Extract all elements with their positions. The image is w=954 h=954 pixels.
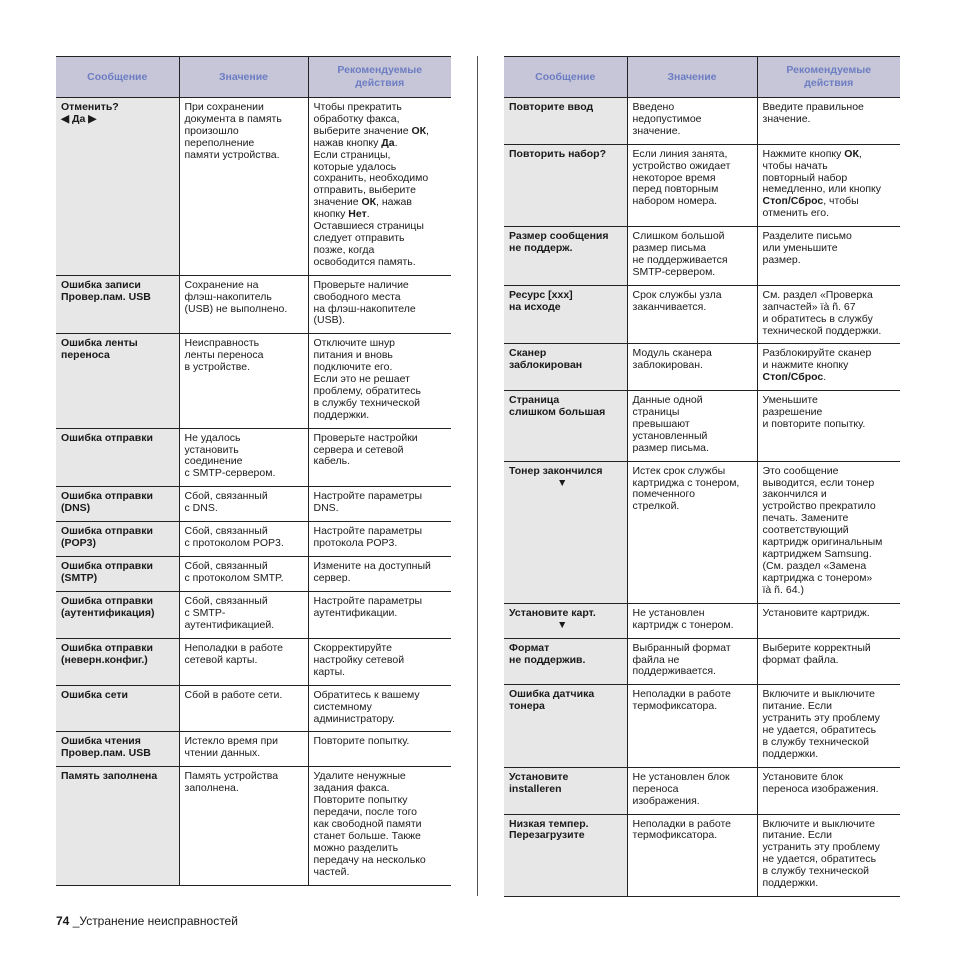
column-divider [477, 56, 478, 896]
header-message: Сообщение [504, 57, 627, 98]
table-row [504, 344, 900, 391]
table-row [56, 685, 451, 732]
action-cell: Измените на доступный сервер. [308, 557, 451, 592]
message-cell: Ошибка отправки (DNS) [56, 487, 179, 522]
value-cell: Неполадки в работе термофиксатора. [627, 685, 757, 767]
action-cell: Введите правильное значение. [757, 98, 900, 145]
value-cell: Если линия занята, устройство ожидает некоторое время перед повторным набором номера. [627, 144, 757, 226]
table-row [56, 487, 451, 522]
value-cell: При сохранении документа в память произошло переполнение памяти устройства. [179, 98, 308, 276]
value-cell: Сбой, связанный с SMTP- аутентификацией. [179, 592, 308, 639]
message-cell: Ресурс [xxx] на исходе [504, 285, 627, 344]
message-cell: Ошибка записи Провер.пам. USB [56, 275, 179, 334]
table-row [56, 557, 451, 592]
message-cell: Низкая темпер. Перезагрузите [504, 814, 627, 896]
message-cell: Ошибка сети [56, 685, 179, 732]
table-row [504, 603, 900, 638]
header-value: Значение [627, 57, 757, 98]
action-cell: См. раздел «Проверка запчастей» ïà ñ. 67 и обратитесь в службу технической поддержки. [757, 285, 900, 344]
table-row [504, 227, 900, 286]
action-cell: Настройте параметры протокола POP3. [308, 522, 451, 557]
value-cell: Память устройства заполнена. [179, 767, 308, 885]
action-cell: Установите картридж. [757, 603, 900, 638]
action-cell: Включите и выключите питание. Если устранить эту проблему не удается, обратитесь в службу технической поддержки. [757, 814, 900, 896]
message-cell: Ошибка датчика тонера [504, 685, 627, 767]
message-cell: Ошибка отправки (POP3) [56, 522, 179, 557]
value-cell: Неполадки в работе термофиксатора. [627, 814, 757, 896]
table-row [504, 144, 900, 226]
action-cell: Чтобы прекратить обработку факса, выберите значение ОК, нажав кнопку Да. Если страницы, которые удалось сохранить, необходимо отправить, выберите значение ОК, нажав кнопку Нет. Оставшиеся страницы следует отправить позже, когда освободится память. [308, 98, 451, 276]
action-cell: Выберите корректный формат файла. [757, 638, 900, 685]
header-value: Значение [179, 57, 308, 98]
action-cell: Установите блок переноса изображения. [757, 767, 900, 814]
header-message: Сообщение [56, 57, 179, 98]
action-cell: Разблокируйте сканер и нажмите кнопку Стоп/Сброс. [757, 344, 900, 391]
action-cell: Настройте параметры DNS. [308, 487, 451, 522]
message-cell: Тонер закончился ▼ [504, 461, 627, 603]
value-cell: Данные одной страницы превышают установленный размер письма. [627, 391, 757, 462]
message-cell: Установите карт. ▼ [504, 603, 627, 638]
action-cell: Удалите ненужные задания факса. Повторите попытку передачи, после того как свободной памяти станет больше. Также можно разделить передачу на несколько частей. [308, 767, 451, 885]
action-cell: Скорректируйте настройку сетевой карты. [308, 639, 451, 686]
table-row [56, 334, 451, 428]
right-error-table [504, 56, 900, 897]
table-header-row [56, 57, 451, 98]
action-cell: Нажмите кнопку ОК, чтобы начать повторный набор немедленно, или кнопку Стоп/Сброс, чтобы отменить его. [757, 144, 900, 226]
action-cell: Настройте параметры аутентификации. [308, 592, 451, 639]
value-cell: Неисправность ленты переноса в устройстве. [179, 334, 308, 428]
value-cell: Сбой, связанный с протоколом SMTP. [179, 557, 308, 592]
table-row [504, 685, 900, 767]
action-cell: Обратитесь к вашему системному администратору. [308, 685, 451, 732]
section-title: _Устранение неисправностей [69, 914, 238, 928]
value-cell: Не удалось установить соединение с SMTP-сервером. [179, 428, 308, 487]
message-cell: Отменить? ◀ Да ▶ [56, 98, 179, 276]
value-cell: Неполадки в работе сетевой карты. [179, 639, 308, 686]
table-row [56, 592, 451, 639]
header-actions: Рекомендуемые действия [757, 57, 900, 98]
message-cell: Страница слишком большая [504, 391, 627, 462]
message-cell: Размер сообщения не поддерж. [504, 227, 627, 286]
action-cell: Отключите шнур питания и вновь подключите его. Если это не решает проблему, обратитесь в службу технической поддержки. [308, 334, 451, 428]
action-cell: Уменьшите разрешение и повторите попытку. [757, 391, 900, 462]
value-cell: Введено недопустимое значение. [627, 98, 757, 145]
value-cell: Слишком большой размер письма не поддерживается SMTP-сервером. [627, 227, 757, 286]
message-cell: Ошибка ленты переноса [56, 334, 179, 428]
message-cell: Сканер заблокирован [504, 344, 627, 391]
table-row [504, 638, 900, 685]
table-row [504, 814, 900, 896]
table-row [56, 732, 451, 767]
table-row [56, 275, 451, 334]
message-cell: Ошибка отправки [56, 428, 179, 487]
value-cell: Сбой в работе сети. [179, 685, 308, 732]
message-cell: Ошибка отправки (неверн.конфиг.) [56, 639, 179, 686]
value-cell: Модуль сканера заблокирован. [627, 344, 757, 391]
table-row [56, 522, 451, 557]
action-cell: Разделите письмо или уменьшите размер. [757, 227, 900, 286]
value-cell: Истек срок службы картриджа с тонером, помеченного стрелкой. [627, 461, 757, 603]
value-cell: Сбой, связанный с DNS. [179, 487, 308, 522]
action-cell: Проверьте настройки сервера и сетевой кабель. [308, 428, 451, 487]
action-cell: Повторите попытку. [308, 732, 451, 767]
table-row [504, 461, 900, 603]
message-cell: Ошибка чтения Провер.пам. USB [56, 732, 179, 767]
message-cell: Ошибка отправки (SMTP) [56, 557, 179, 592]
value-cell: Не установлен блок переноса изображения. [627, 767, 757, 814]
table-row [56, 98, 451, 276]
table-row [504, 285, 900, 344]
value-cell: Сохранение на флэш-накопитель (USB) не выполнено. [179, 275, 308, 334]
header-actions: Рекомендуемые действия [308, 57, 451, 98]
table-row [56, 767, 451, 885]
message-cell: Формат не поддержив. [504, 638, 627, 685]
message-cell: Ошибка отправки (аутентификация) [56, 592, 179, 639]
action-cell: Включите и выключите питание. Если устранить эту проблему не удается, обратитесь в службу технической поддержки. [757, 685, 900, 767]
page-number: 74 [56, 914, 70, 928]
value-cell: Выбранный формат файла не поддерживается. [627, 638, 757, 685]
message-cell: Установите installeren [504, 767, 627, 814]
value-cell: Не установлен картридж с тонером. [627, 603, 757, 638]
table-row [504, 98, 900, 145]
table-row [56, 428, 451, 487]
table-row [56, 639, 451, 686]
message-cell: Повторите ввод [504, 98, 627, 145]
value-cell: Истекло время при чтении данных. [179, 732, 308, 767]
table-row [504, 391, 900, 462]
message-cell: Повторить набор? [504, 144, 627, 226]
page-footer [56, 914, 238, 928]
message-cell: Память заполнена [56, 767, 179, 885]
value-cell: Срок службы узла заканчивается. [627, 285, 757, 344]
left-error-table [56, 56, 451, 886]
value-cell: Сбой, связанный с протоколом POP3. [179, 522, 308, 557]
table-header-row [504, 57, 900, 98]
action-cell: Это сообщение выводится, если тонер закончился и устройство прекратило печать. Замените соответствующий картридж оригинальным картриджем Samsung. (См. раздел «Замена картриджа с тонером» ïà ñ. 64.) [757, 461, 900, 603]
table-row [504, 767, 900, 814]
action-cell: Проверьте наличие свободного места на флэш-накопителе (USB). [308, 275, 451, 334]
